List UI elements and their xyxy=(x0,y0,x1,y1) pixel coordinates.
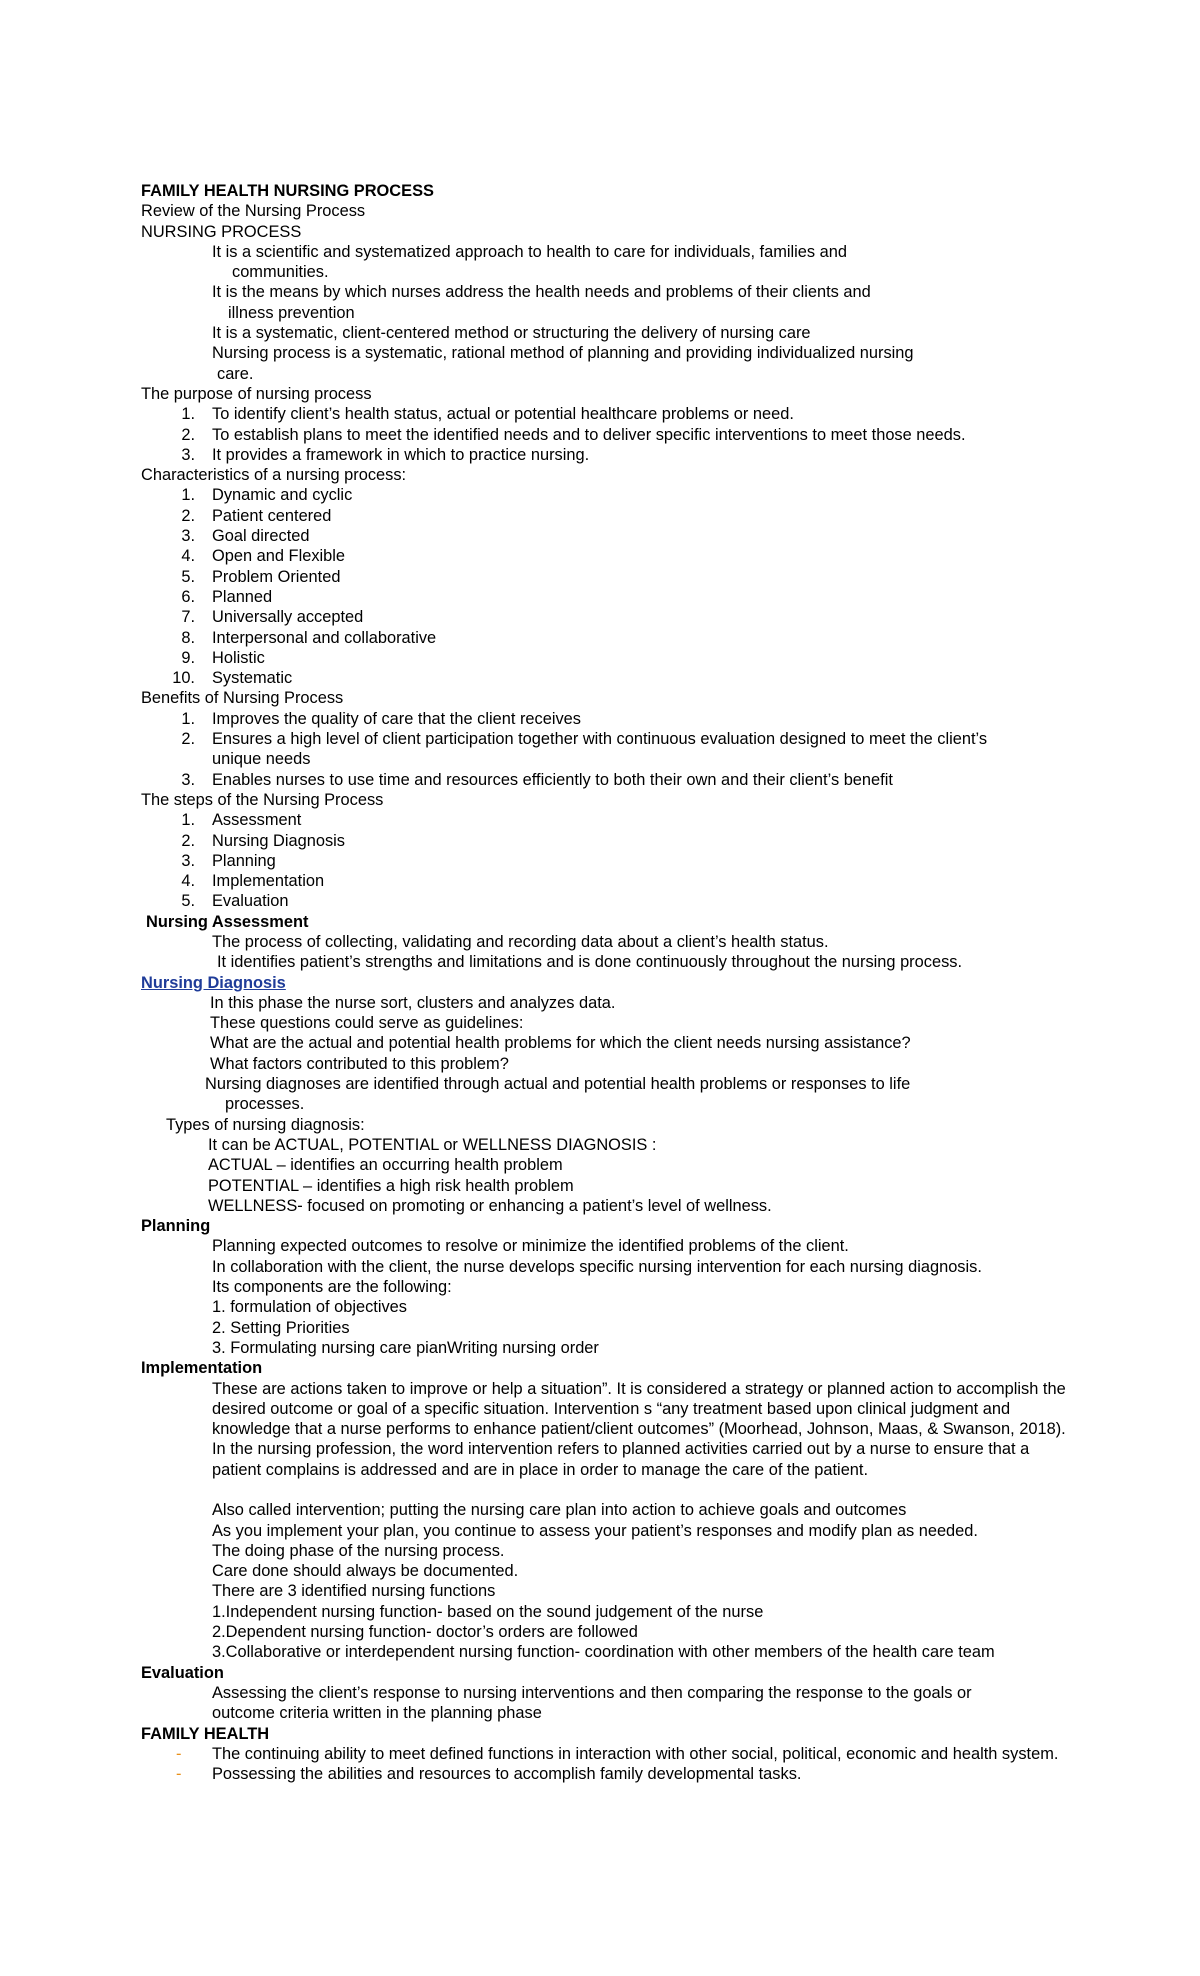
list-item-cont xyxy=(141,749,1081,769)
diagnosis-line-5-cont: processes. xyxy=(225,1095,305,1114)
list-number: 8. xyxy=(181,628,195,647)
review-subtitle: Review of the Nursing Process xyxy=(141,202,366,221)
implementation-line-6: 1.Independent nursing function- based on the sound judgement of the nurse xyxy=(212,1602,764,1621)
planning-line-1: Planning expected outcomes to resolve or minimize the identified problems of the client. xyxy=(212,1237,849,1256)
diagnosis-type-2: ACTUAL – identifies an occurring health problem xyxy=(208,1156,563,1175)
list-number: 2. xyxy=(181,730,195,749)
list-text: Assessment xyxy=(212,811,302,830)
list-item xyxy=(141,526,1081,546)
list-number: 5. xyxy=(181,892,195,911)
list-text: Planning xyxy=(212,851,276,870)
list-item xyxy=(141,709,1081,729)
steps-heading: The steps of the Nursing Process xyxy=(141,790,384,809)
diagnosis-line-5: Nursing diagnoses are identified through actual and potential health problems or responses to life xyxy=(205,1075,911,1094)
list-item xyxy=(141,891,1081,911)
list-number: 1. xyxy=(181,709,195,728)
list-item xyxy=(141,851,1081,871)
list-text: The continuing ability to meet defined functions in interaction with other social, political, economic and health system. xyxy=(212,1744,1059,1763)
list-item xyxy=(141,404,1081,424)
list-number: 3. xyxy=(181,851,195,870)
np-def-1: It is a scientific and systematized approach to health to care for individuals, families and xyxy=(212,242,848,261)
implementation-line-5: There are 3 identified nursing functions xyxy=(212,1582,496,1601)
assessment-line-2: It identifies patient’s strengths and limitations and is done continuously throughout the nursing process. xyxy=(217,953,963,972)
diagnosis-line-1: In this phase the nurse sort, clusters and analyzes data. xyxy=(210,993,616,1012)
document-page xyxy=(141,181,1081,1784)
list-text: Universally accepted xyxy=(212,608,364,627)
list-item xyxy=(141,445,1081,465)
list-number: 3. xyxy=(181,527,195,546)
list-item xyxy=(141,506,1081,526)
list-text: Open and Flexible xyxy=(212,547,346,566)
list-text: Implementation xyxy=(212,872,325,891)
list-item xyxy=(141,567,1081,587)
dash-bullet: - xyxy=(176,1765,182,1784)
implementation-line-2: As you implement your plan, you continue to assess your patient’s responses and modify plan as needed. xyxy=(212,1521,978,1540)
list-item xyxy=(141,810,1081,830)
list-number: 1. xyxy=(181,486,195,505)
planning-line-3: Its components are the following: xyxy=(212,1278,452,1297)
list-item xyxy=(141,628,1081,648)
implementation-line-3: The doing phase of the nursing process. xyxy=(212,1541,505,1560)
np-def-3: It is a systematic, client-centered method or structuring the delivery of nursing care xyxy=(212,324,811,343)
list-number: 1. xyxy=(181,811,195,830)
list-item xyxy=(141,729,1081,749)
nursing-process-heading: NURSING PROCESS xyxy=(141,222,302,241)
list-number: 10. xyxy=(172,669,195,688)
evaluation-line-2: outcome criteria written in the planning phase xyxy=(212,1704,542,1723)
list-number: 3. xyxy=(181,445,195,464)
implementation-line-4: Care done should always be documented. xyxy=(212,1562,519,1581)
list-number: 2. xyxy=(181,506,195,525)
list-item xyxy=(141,668,1081,688)
document-title: FAMILY HEALTH NURSING PROCESS xyxy=(141,182,434,200)
diagnosis-heading-row xyxy=(141,973,1081,993)
assessment-line-1: The process of collecting, validating and recording data about a client’s health status. xyxy=(212,932,829,951)
diagnosis-line-4: What factors contributed to this problem? xyxy=(210,1054,509,1073)
list-text: Problem Oriented xyxy=(212,567,341,586)
benefits-heading: Benefits of Nursing Process xyxy=(141,689,344,708)
list-item xyxy=(141,587,1081,607)
characteristics-heading: Characteristics of a nursing process: xyxy=(141,466,407,485)
planning-line-5: 2. Setting Priorities xyxy=(212,1318,350,1337)
family-health-heading: FAMILY HEALTH xyxy=(141,1724,270,1743)
evaluation-heading: Evaluation xyxy=(141,1663,224,1682)
list-item xyxy=(141,1744,1081,1764)
planning-line-2: In collaboration with the client, the nurse develops specific nursing intervention for each nursing diagnosis. xyxy=(212,1257,982,1276)
list-item xyxy=(141,425,1081,445)
diagnosis-line-3: What are the actual and potential health problems for which the client needs nursing assistance? xyxy=(210,1034,911,1053)
list-text: Possessing the abilities and resources to accomplish family developmental tasks. xyxy=(212,1765,802,1784)
list-item xyxy=(141,485,1081,505)
planning-line-6: 3. Formulating nursing care pianWriting nursing order xyxy=(212,1338,599,1357)
diagnosis-type-4: WELLNESS- focused on promoting or enhancing a patient’s level of wellness. xyxy=(208,1196,772,1215)
list-number: 2. xyxy=(181,831,195,850)
np-definitions xyxy=(141,242,1081,384)
list-text: Patient centered xyxy=(212,506,332,525)
nursing-diagnosis-link[interactable]: Nursing Diagnosis xyxy=(141,973,286,992)
diagnosis-type-1: It can be ACTUAL, POTENTIAL or WELLNESS DIAGNOSIS : xyxy=(208,1135,657,1154)
list-item xyxy=(141,1764,1081,1784)
list-number: 3. xyxy=(181,770,195,789)
np-def-2-cont: illness prevention xyxy=(228,303,355,322)
evaluation-line-1: Assessing the client’s response to nursing interventions and then comparing the response to the goals or xyxy=(212,1683,972,1702)
implementation-paragraph: These are actions taken to improve or help a situation”. It is considered a strategy or planned action to accomplish the desired outcome or goal of a specific situation. Intervention s “any treatment based upon clinical judgment and knowledge that a nurse performs to enhance patient/client outcomes” (Moorhead, Johnson, Maas, & Swanson, 2018). In the nursing profession, the word intervention refers to planned activities carried out by a nurse to ensure that a patient complains is addressed and are in place in order to manage the care of the patient. xyxy=(212,1379,1066,1479)
blank-line xyxy=(141,1480,1081,1500)
diagnosis-type-3: POTENTIAL – identifies a high risk health problem xyxy=(208,1176,574,1195)
assessment-heading: Nursing Assessment xyxy=(146,912,309,931)
list-number: 7. xyxy=(181,608,195,627)
list-text: Nursing Diagnosis xyxy=(212,831,346,850)
planning-heading: Planning xyxy=(141,1217,211,1236)
list-text: Planned xyxy=(212,587,273,606)
list-text: To establish plans to meet the identified needs and to deliver specific interventions to meet those needs. xyxy=(212,425,966,444)
list-item xyxy=(141,871,1081,891)
np-def-4: Nursing process is a systematic, rational method of planning and providing individualized nursing xyxy=(212,344,914,363)
list-number: 1. xyxy=(181,405,195,424)
list-text: Dynamic and cyclic xyxy=(212,486,353,505)
list-text: It provides a framework in which to practice nursing. xyxy=(212,445,590,464)
characteristics-list xyxy=(141,485,1081,688)
np-def-2: It is the means by which nurses address the health needs and problems of their clients and xyxy=(212,283,871,302)
implementation-line-1: Also called intervention; putting the nursing care plan into action to achieve goals and outcomes xyxy=(212,1501,907,1520)
list-text: Evaluation xyxy=(212,892,289,911)
np-def-4-cont: care. xyxy=(217,364,254,383)
implementation-line-7: 2.Dependent nursing function- doctor’s orders are followed xyxy=(212,1623,638,1642)
steps-list xyxy=(141,810,1081,911)
diagnosis-types-heading: Types of nursing diagnosis: xyxy=(166,1115,365,1134)
list-number: 6. xyxy=(181,587,195,606)
np-def-1-cont: communities. xyxy=(232,263,329,282)
list-text: Ensures a high level of client participation together with continuous evaluation designed to meet the client’s xyxy=(212,730,988,749)
purpose-heading: The purpose of nursing process xyxy=(141,384,372,403)
list-number: 9. xyxy=(181,648,195,667)
implementation-heading: Implementation xyxy=(141,1359,263,1378)
list-text: Interpersonal and collaborative xyxy=(212,628,437,647)
list-text: Systematic xyxy=(212,669,293,688)
family-health-list xyxy=(141,1744,1081,1785)
list-text: Improves the quality of care that the client receives xyxy=(212,709,581,728)
list-item xyxy=(141,607,1081,627)
benefits-list xyxy=(141,709,1081,790)
list-text: Enables nurses to use time and resources efficiently to both their own and their client’s benefit xyxy=(212,770,893,789)
list-number: 4. xyxy=(181,872,195,891)
list-item xyxy=(141,831,1081,851)
purpose-list xyxy=(141,404,1081,465)
list-text: To identify client’s health status, actual or potential healthcare problems or need. xyxy=(212,405,794,424)
list-number: 5. xyxy=(181,567,195,586)
list-text: unique needs xyxy=(212,750,311,769)
list-item xyxy=(141,648,1081,668)
list-number: 2. xyxy=(181,425,195,444)
implementation-line-8: 3.Collaborative or interdependent nursing function- coordination with other members of the health care team xyxy=(212,1643,995,1662)
list-item xyxy=(141,770,1081,790)
dash-bullet: - xyxy=(176,1744,182,1763)
diagnosis-line-2: These questions could serve as guidelines: xyxy=(210,1014,524,1033)
list-number: 4. xyxy=(181,547,195,566)
list-text: Holistic xyxy=(212,648,265,667)
list-text: Goal directed xyxy=(212,527,310,546)
planning-line-4: 1. formulation of objectives xyxy=(212,1298,407,1317)
list-item xyxy=(141,546,1081,566)
